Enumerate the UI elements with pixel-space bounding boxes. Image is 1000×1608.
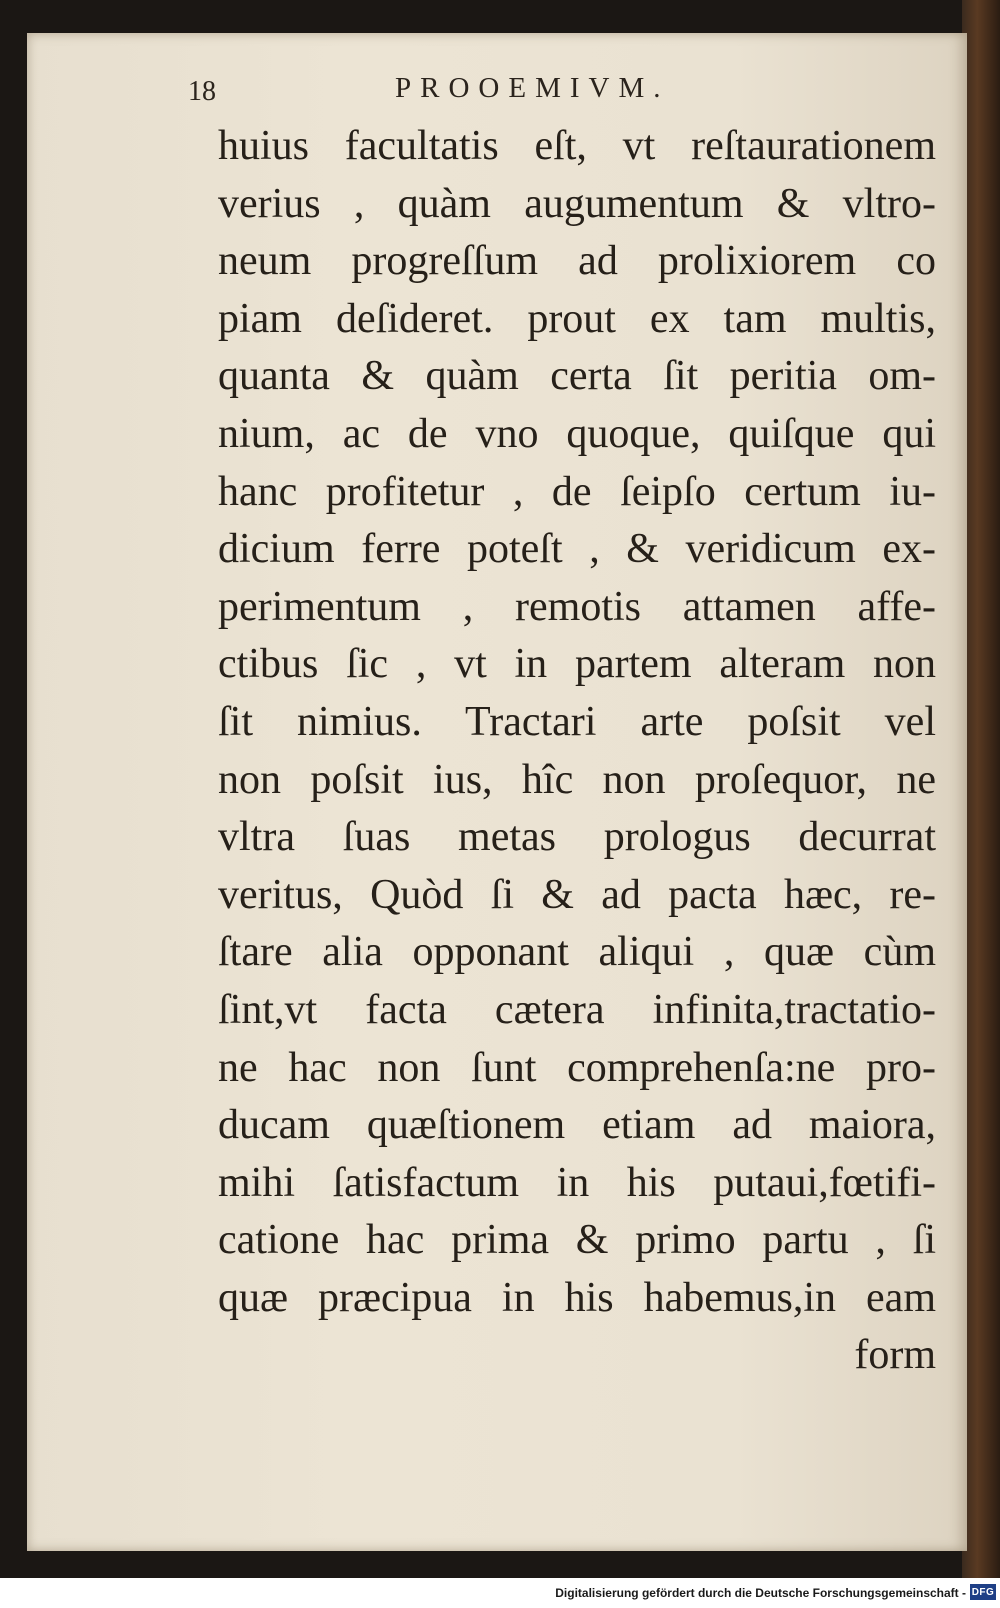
text-line: nium, ac de vno quoque, quiſque qui	[218, 410, 936, 457]
text-line: ne hac non ſunt comprehenſa:ne pro-	[218, 1044, 936, 1091]
text-line: veritus, Quòd ſi & ad pacta hæc, re-	[218, 871, 936, 918]
text-line: ſit nimius. Tractari arte poſsit vel	[218, 698, 936, 745]
text-line: catione hac prima & primo partu , ſi	[218, 1217, 936, 1264]
text-line: dicium ferre poteſt , & veridicum ex-	[218, 526, 936, 573]
footer-bar	[0, 1578, 1000, 1608]
text-line: non poſsit ius, hîc non proſequor, ne	[218, 756, 936, 803]
book-edge	[962, 0, 1000, 1578]
text-line: huius facultatis eſt, vt reſtaurationem	[218, 123, 936, 169]
text-line: verius , quàm augumentum & vltro-	[218, 180, 936, 227]
text-line: mihi ſatisfactum in his putaui,fœtifi-	[218, 1159, 936, 1206]
page-number: 18	[188, 76, 216, 107]
text-line: piam deſideret. prout ex tam multis,	[218, 295, 936, 342]
text-line: ctibus ſic , vt in partem alteram non	[218, 641, 936, 688]
dfg-logo-icon: DFG	[970, 1584, 996, 1600]
running-head: PROOEMIVM.	[395, 72, 670, 104]
text-line: ſint,vt facta cætera infinita,tractatio-	[218, 986, 936, 1033]
catchword: form	[854, 1332, 936, 1379]
text-line: quæ præcipua in his habemus,in eam	[218, 1274, 936, 1321]
text-line: ducam quæſtionem etiam ad maiora,	[218, 1102, 936, 1149]
text-line: perimentum , remotis attamen affe-	[218, 583, 936, 630]
text-line: hanc profitetur , de ſeipſo certum iu-	[218, 468, 936, 515]
text-block	[218, 118, 936, 1385]
text-line: ſtare alia opponant aliqui , quæ cùm	[218, 929, 936, 976]
funding-credit: Digitalisierung gefördert durch die Deutsche Forschungsgemeinschaft -	[555, 1586, 966, 1600]
text-line: vltra ſuas metas prologus decurrat	[218, 814, 936, 861]
text-line: quanta & quàm certa ſit peritia om-	[218, 353, 936, 400]
text-line: neum progreſſum ad prolixiorem co	[218, 238, 936, 285]
